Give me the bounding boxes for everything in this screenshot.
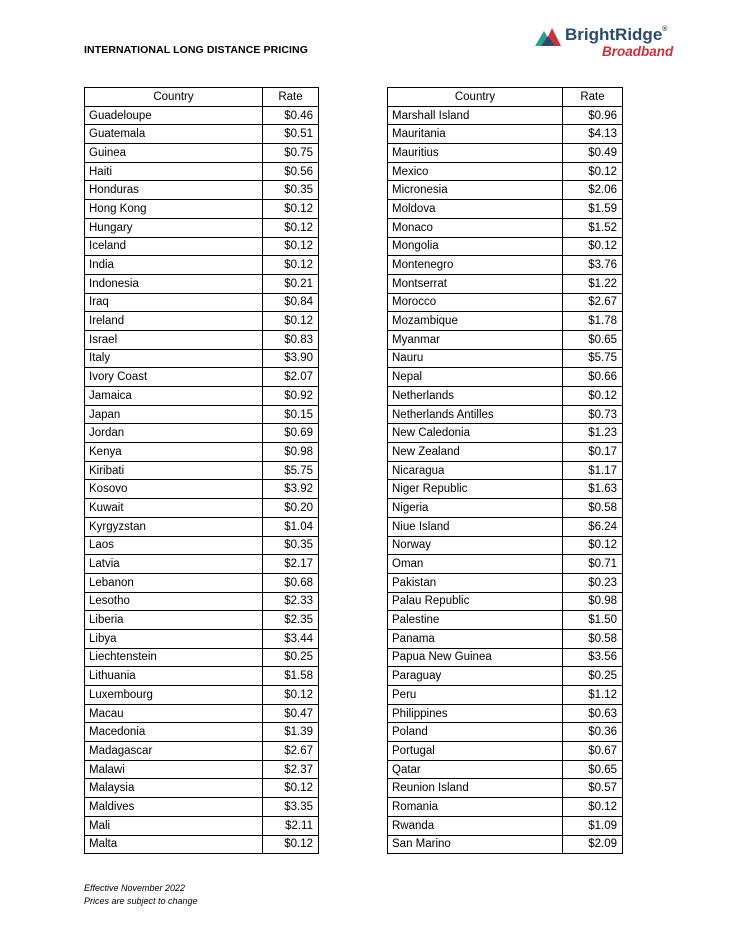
table-row: [388, 611, 623, 630]
rate-cell: $0.12: [563, 536, 623, 555]
table-row: [85, 555, 319, 574]
country-cell: Monaco: [388, 218, 563, 237]
column-header-rate: Rate: [563, 88, 623, 107]
table-row: [85, 686, 319, 705]
rate-cell: $1.04: [263, 517, 319, 536]
column-header-country: Country: [388, 88, 563, 107]
rate-cell: $1.12: [563, 686, 623, 705]
rate-cell: $0.12: [563, 387, 623, 406]
country-cell: Oman: [388, 555, 563, 574]
country-cell: India: [85, 256, 263, 275]
country-cell: Malta: [85, 835, 263, 854]
country-cell: Guadeloupe: [85, 106, 263, 125]
rate-cell: $0.12: [263, 218, 319, 237]
table-row: [388, 555, 623, 574]
rate-cell: $0.35: [263, 536, 319, 555]
rate-cell: $0.12: [563, 798, 623, 817]
table-row: [85, 218, 319, 237]
table-row: [388, 424, 623, 443]
table-row: [85, 387, 319, 406]
country-cell: Mongolia: [388, 237, 563, 256]
country-cell: Micronesia: [388, 181, 563, 200]
logo-name: BrightRidge®: [565, 25, 668, 44]
table-row: [388, 256, 623, 275]
rate-cell: $0.12: [263, 312, 319, 331]
mountain-logo-icon: [535, 28, 563, 46]
rate-cell: $0.12: [263, 835, 319, 854]
table-row: [85, 349, 319, 368]
country-cell: Kosovo: [85, 480, 263, 499]
country-cell: Montenegro: [388, 256, 563, 275]
rate-cell: $0.20: [263, 499, 319, 518]
table-row: [388, 648, 623, 667]
rate-cell: $0.58: [563, 499, 623, 518]
rate-cell: $2.11: [263, 816, 319, 835]
table-row: [388, 349, 623, 368]
table-row: [85, 704, 319, 723]
table-row: [388, 218, 623, 237]
rate-cell: $6.24: [563, 517, 623, 536]
rate-cell: $0.12: [263, 779, 319, 798]
rate-cell: $0.96: [563, 106, 623, 125]
table-row: [388, 573, 623, 592]
country-cell: Mozambique: [388, 312, 563, 331]
country-cell: Iraq: [85, 293, 263, 312]
country-cell: Jordan: [85, 424, 263, 443]
country-cell: Macau: [85, 704, 263, 723]
table-row: [388, 443, 623, 462]
rate-cell: $4.13: [563, 125, 623, 144]
table-row: [388, 293, 623, 312]
country-cell: Rwanda: [388, 816, 563, 835]
country-cell: Philippines: [388, 704, 563, 723]
footer: [84, 882, 198, 908]
table-row: [85, 723, 319, 742]
rate-cell: $2.09: [563, 835, 623, 854]
table-row: [85, 517, 319, 536]
table-row: [85, 144, 319, 163]
rate-cell: $1.22: [563, 274, 623, 293]
table-row: [388, 835, 623, 854]
rate-cell: $2.67: [563, 293, 623, 312]
rate-cell: $0.17: [563, 443, 623, 462]
country-cell: Jamaica: [85, 387, 263, 406]
country-cell: Myanmar: [388, 330, 563, 349]
country-cell: Mali: [85, 816, 263, 835]
country-cell: Malaysia: [85, 779, 263, 798]
table-row: [85, 573, 319, 592]
rate-cell: $1.09: [563, 816, 623, 835]
rates-table-right: [387, 87, 623, 854]
country-cell: New Caledonia: [388, 424, 563, 443]
rate-cell: $0.12: [263, 256, 319, 275]
country-cell: Romania: [388, 798, 563, 817]
table-row: [388, 816, 623, 835]
rate-cell: $3.35: [263, 798, 319, 817]
rate-cell: $2.67: [263, 742, 319, 761]
table-row: [388, 181, 623, 200]
rate-cell: $0.25: [263, 648, 319, 667]
table-row: [85, 424, 319, 443]
table-row: [85, 256, 319, 275]
country-cell: Niger Republic: [388, 480, 563, 499]
column-header-rate: Rate: [263, 88, 319, 107]
rate-cell: $0.56: [263, 162, 319, 181]
table-row: [85, 162, 319, 181]
rate-cell: $2.17: [263, 555, 319, 574]
rate-cell: $2.07: [263, 368, 319, 387]
country-cell: Macedonia: [85, 723, 263, 742]
country-cell: Guatemala: [85, 125, 263, 144]
table-row: [388, 629, 623, 648]
rate-cell: $5.75: [563, 349, 623, 368]
effective-date: Effective November 2022: [84, 883, 186, 893]
rate-cell: $0.71: [563, 555, 623, 574]
table-row: [388, 536, 623, 555]
table-row: [85, 742, 319, 761]
country-cell: Norway: [388, 536, 563, 555]
rate-cell: $0.73: [563, 405, 623, 424]
country-cell: Liberia: [85, 611, 263, 630]
rate-cell: $0.58: [563, 629, 623, 648]
rate-cell: $2.33: [263, 592, 319, 611]
country-cell: Latvia: [85, 555, 263, 574]
table-row: [388, 312, 623, 331]
table-row: [388, 686, 623, 705]
rate-cell: $2.06: [563, 181, 623, 200]
country-cell: Ireland: [85, 312, 263, 331]
table-row: [388, 106, 623, 125]
rate-cell: $0.67: [563, 742, 623, 761]
country-cell: Israel: [85, 330, 263, 349]
table-row: [85, 835, 319, 854]
rate-cell: $0.12: [263, 200, 319, 219]
column-header-country: Country: [85, 88, 263, 107]
rate-cell: $3.76: [563, 256, 623, 275]
rate-cell: $3.90: [263, 349, 319, 368]
country-cell: Qatar: [388, 760, 563, 779]
country-cell: Japan: [85, 405, 263, 424]
rate-cell: $0.12: [563, 162, 623, 181]
country-cell: Indonesia: [85, 274, 263, 293]
table-row: [388, 162, 623, 181]
table-row: [85, 237, 319, 256]
rate-cell: $1.52: [563, 218, 623, 237]
country-cell: San Marino: [388, 835, 563, 854]
rate-cell: $0.65: [563, 330, 623, 349]
country-cell: Mauritania: [388, 125, 563, 144]
rate-cell: $0.36: [563, 723, 623, 742]
table-row: [85, 312, 319, 331]
rate-cell: $5.75: [263, 461, 319, 480]
table-row: [388, 405, 623, 424]
country-cell: Palau Republic: [388, 592, 563, 611]
country-cell: Palestine: [388, 611, 563, 630]
rate-cell: $0.92: [263, 387, 319, 406]
rate-cell: $0.15: [263, 405, 319, 424]
country-cell: Marshall Island: [388, 106, 563, 125]
table-row: [85, 480, 319, 499]
country-cell: Haiti: [85, 162, 263, 181]
table-row: [388, 237, 623, 256]
table-row: [388, 274, 623, 293]
country-cell: Morocco: [388, 293, 563, 312]
country-cell: Honduras: [85, 181, 263, 200]
country-cell: Luxembourg: [85, 686, 263, 705]
table-row: [85, 798, 319, 817]
table-row: [85, 461, 319, 480]
rate-cell: $0.35: [263, 181, 319, 200]
table-row: [388, 704, 623, 723]
table-row: [85, 611, 319, 630]
country-cell: Pakistan: [388, 573, 563, 592]
table-row: [388, 368, 623, 387]
rate-cell: $3.56: [563, 648, 623, 667]
country-cell: Poland: [388, 723, 563, 742]
table-row: [388, 667, 623, 686]
rate-cell: $2.35: [263, 611, 319, 630]
rate-cell: $3.92: [263, 480, 319, 499]
logo-sub: Broadband: [602, 44, 674, 59]
country-cell: Ivory Coast: [85, 368, 263, 387]
rate-cell: $0.69: [263, 424, 319, 443]
country-cell: Kenya: [85, 443, 263, 462]
rate-cell: $0.98: [563, 592, 623, 611]
page-title: INTERNATIONAL LONG DISTANCE PRICING: [84, 44, 308, 56]
table-row: [85, 667, 319, 686]
rate-cell: $1.17: [563, 461, 623, 480]
table-row: [388, 760, 623, 779]
country-cell: Paraguay: [388, 667, 563, 686]
country-cell: Italy: [85, 349, 263, 368]
country-cell: Reunion Island: [388, 779, 563, 798]
brightridge-logo: [535, 24, 680, 64]
table-row: [85, 368, 319, 387]
country-cell: Lithuania: [85, 667, 263, 686]
rate-cell: $1.78: [563, 312, 623, 331]
country-cell: Liechtenstein: [85, 648, 263, 667]
rate-cell: $0.49: [563, 144, 623, 163]
rate-cell: $0.47: [263, 704, 319, 723]
country-cell: Malawi: [85, 760, 263, 779]
table-row: [388, 330, 623, 349]
table-row: [388, 517, 623, 536]
country-cell: Laos: [85, 536, 263, 555]
country-cell: Nicaragua: [388, 461, 563, 480]
table-row: [85, 760, 319, 779]
rate-cell: $0.68: [263, 573, 319, 592]
rate-cell: $0.21: [263, 274, 319, 293]
rate-cell: $1.39: [263, 723, 319, 742]
country-cell: Iceland: [85, 237, 263, 256]
rate-cell: $0.23: [563, 573, 623, 592]
table-row: [85, 330, 319, 349]
table-row: [85, 125, 319, 144]
country-cell: Mexico: [388, 162, 563, 181]
registered-mark: ®: [662, 26, 668, 33]
country-cell: Nauru: [388, 349, 563, 368]
country-cell: Mauritius: [388, 144, 563, 163]
country-cell: Libya: [85, 629, 263, 648]
table-row: [388, 125, 623, 144]
country-cell: Niue Island: [388, 517, 563, 536]
table-row: [85, 200, 319, 219]
table-row: [388, 387, 623, 406]
table-row: [388, 592, 623, 611]
country-cell: Panama: [388, 629, 563, 648]
table-row: [85, 405, 319, 424]
country-cell: Netherlands Antilles: [388, 405, 563, 424]
rate-cell: $0.66: [563, 368, 623, 387]
rate-cell: $0.12: [263, 237, 319, 256]
country-cell: Hong Kong: [85, 200, 263, 219]
rate-cell: $0.12: [263, 686, 319, 705]
country-cell: New Zealand: [388, 443, 563, 462]
country-cell: Nepal: [388, 368, 563, 387]
price-note: Prices are subject to change: [84, 896, 198, 906]
country-cell: Lesotho: [85, 592, 263, 611]
rate-cell: $0.75: [263, 144, 319, 163]
table-row: [388, 461, 623, 480]
rate-cell: $1.58: [263, 667, 319, 686]
country-cell: Kiribati: [85, 461, 263, 480]
rate-cell: $0.57: [563, 779, 623, 798]
table-row: [85, 274, 319, 293]
table-row: [388, 200, 623, 219]
country-cell: Papua New Guinea: [388, 648, 563, 667]
rate-cell: $0.63: [563, 704, 623, 723]
rate-cell: $1.50: [563, 611, 623, 630]
country-cell: Hungary: [85, 218, 263, 237]
country-cell: Netherlands: [388, 387, 563, 406]
rate-cell: $1.23: [563, 424, 623, 443]
country-cell: Kyrgyzstan: [85, 517, 263, 536]
rate-cell: $0.51: [263, 125, 319, 144]
table-row: [85, 499, 319, 518]
table-row: [85, 779, 319, 798]
rates-table-left: [84, 87, 319, 854]
rate-cell: $0.12: [563, 237, 623, 256]
table-row: [85, 443, 319, 462]
table-row: [388, 779, 623, 798]
table-row: [388, 742, 623, 761]
country-cell: Maldives: [85, 798, 263, 817]
table-row: [85, 293, 319, 312]
country-cell: Kuwait: [85, 499, 263, 518]
country-cell: Montserrat: [388, 274, 563, 293]
country-cell: Lebanon: [85, 573, 263, 592]
table-row: [388, 144, 623, 163]
country-cell: Moldova: [388, 200, 563, 219]
table-row: [388, 723, 623, 742]
table-row: [85, 536, 319, 555]
rate-cell: $0.84: [263, 293, 319, 312]
rate-cell: $0.25: [563, 667, 623, 686]
country-cell: Madagascar: [85, 742, 263, 761]
rate-cell: $0.65: [563, 760, 623, 779]
table-row: [388, 480, 623, 499]
country-cell: Guinea: [85, 144, 263, 163]
table-row: [85, 181, 319, 200]
rate-cell: $0.46: [263, 106, 319, 125]
table-row: [85, 106, 319, 125]
rate-cell: $3.44: [263, 629, 319, 648]
table-row: [85, 648, 319, 667]
table-row: [388, 798, 623, 817]
country-cell: Portugal: [388, 742, 563, 761]
table-header-row: [85, 88, 319, 107]
country-cell: Nigeria: [388, 499, 563, 518]
rate-cell: $1.63: [563, 480, 623, 499]
rate-cell: $0.83: [263, 330, 319, 349]
rate-cell: $2.37: [263, 760, 319, 779]
table-header-row: [388, 88, 623, 107]
table-row: [85, 629, 319, 648]
table-row: [388, 499, 623, 518]
table-row: [85, 592, 319, 611]
table-row: [85, 816, 319, 835]
country-cell: Peru: [388, 686, 563, 705]
rate-cell: $1.59: [563, 200, 623, 219]
rate-cell: $0.98: [263, 443, 319, 462]
